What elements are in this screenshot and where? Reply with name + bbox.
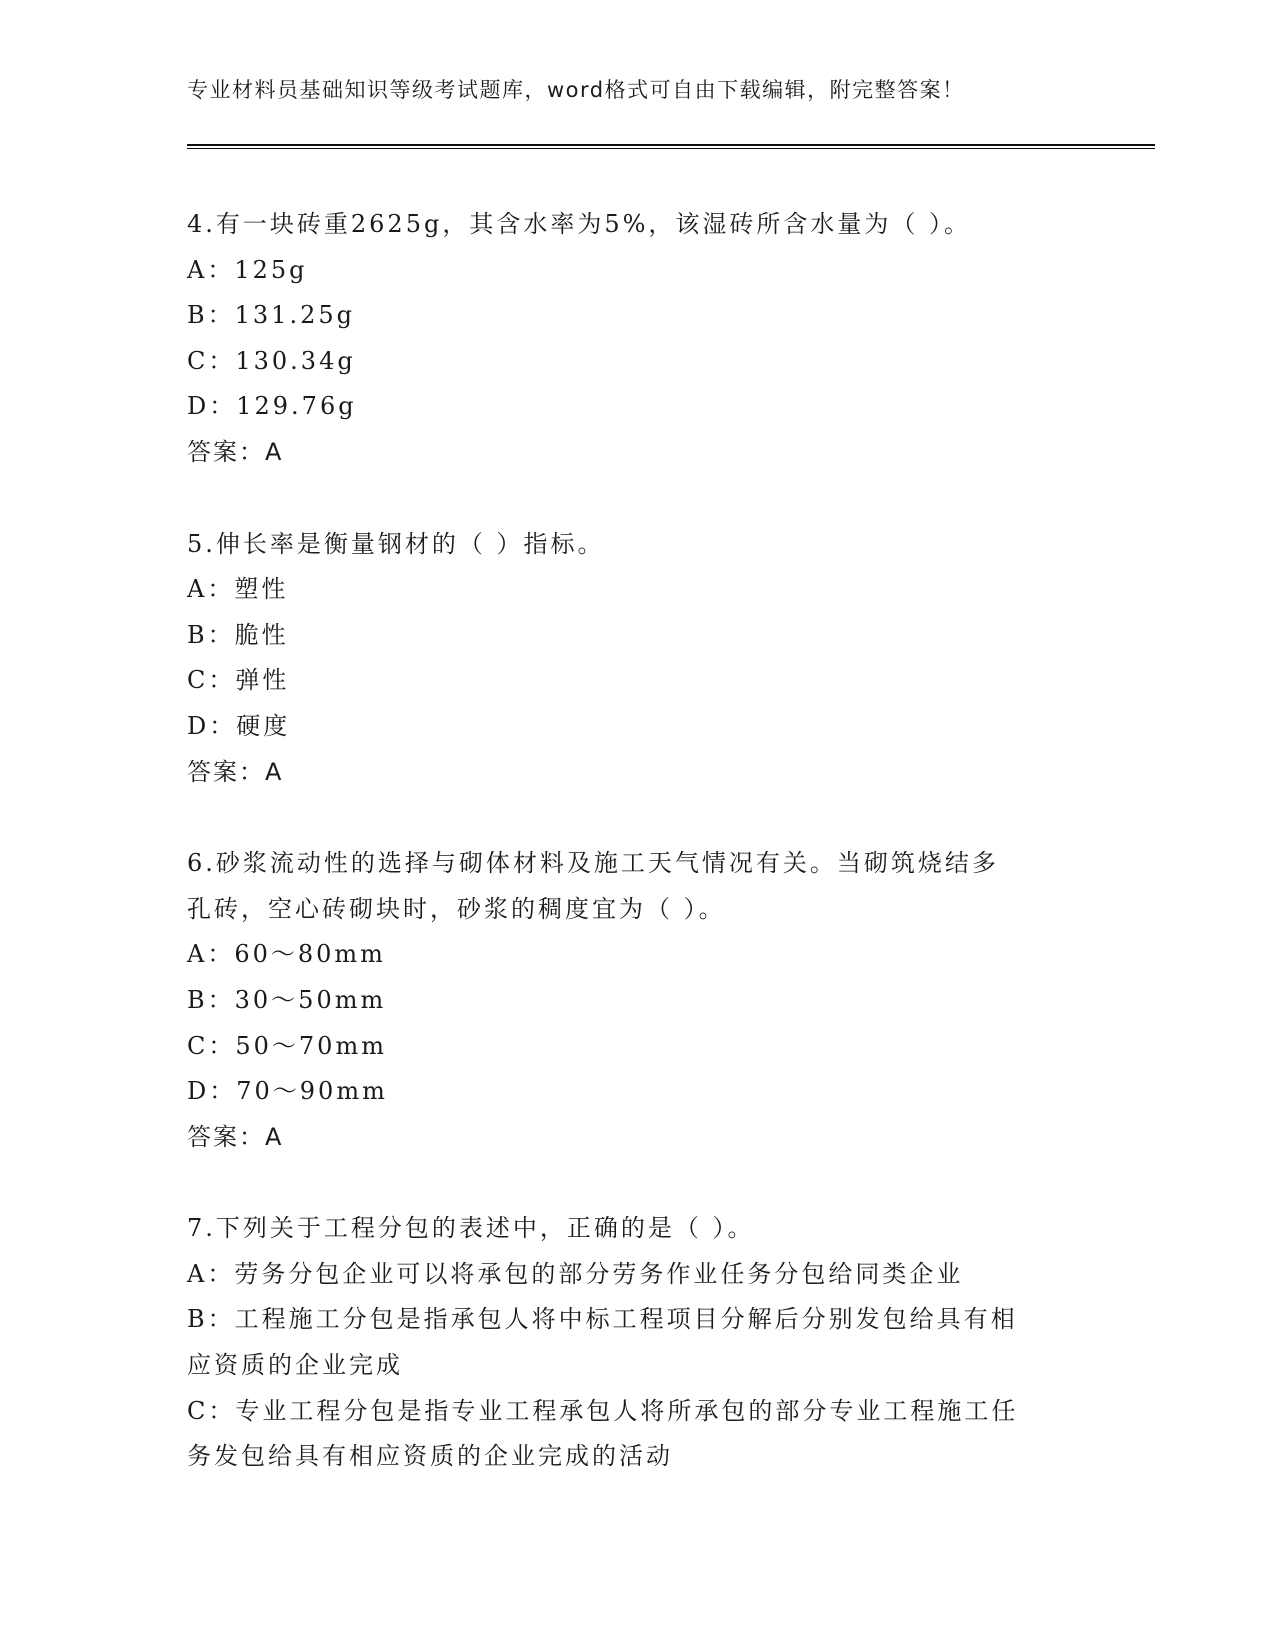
question-stem-continued: 孔砖，空心砖砌块时，砂浆的稠度宜为（ ）。 [187, 894, 726, 923]
answer-line: 答案：A [187, 437, 284, 466]
question-6 [187, 841, 1087, 1160]
header-divider [187, 144, 1155, 149]
question-stem: 7.下列关于工程分包的表述中，正确的是（ ）。 [187, 1214, 755, 1243]
option-c: C：专业工程分包是指专业工程承包人将所承包的部分专业工程施工任 [187, 1396, 1019, 1425]
question-5 [187, 522, 1087, 796]
answer-line: 答案：A [187, 757, 284, 786]
option-a: A：60～80mm [187, 940, 386, 969]
option-d: D：硬度 [187, 711, 291, 740]
option-c: C：50～70mm [187, 1031, 387, 1060]
option-d: D：70～90mm [187, 1077, 388, 1106]
question-stem: 4.有一块砖重2625g，其含水率为5%，该湿砖所含水量为（ ）。 [187, 210, 972, 238]
option-b: B：30～50mm [187, 985, 387, 1014]
question-7 [187, 1206, 1087, 1480]
question-4 [187, 202, 1087, 476]
option-d: D：129.76g [187, 392, 357, 421]
option-b: B：工程施工分包是指承包人将中标工程项目分解后分别发包给具有相 [187, 1305, 1018, 1334]
option-c: C：弹性 [187, 666, 290, 695]
question-stem: 6.砂浆流动性的选择与砌体材料及施工天气情况有关。当砌筑烧结多 [187, 849, 999, 878]
page-header: 专业材料员基础知识等级考试题库，word格式可自由下载编辑，附完整答案！ [187, 78, 965, 102]
question-list [187, 202, 1087, 1480]
option-b: B：脆性 [187, 620, 289, 649]
option-a: A：劳务分包企业可以将承包的部分劳务作业任务分包给同类企业 [187, 1259, 964, 1288]
question-stem: 5.伸长率是衡量钢材的（ ）指标。 [187, 529, 605, 558]
answer-line: 答案：A [187, 1122, 284, 1151]
option-a: A：塑性 [187, 575, 289, 604]
option-a: A：125g [187, 255, 308, 284]
option-b-continued: 应资质的企业完成 [187, 1351, 403, 1380]
option-c-continued: 务发包给具有相应资质的企业完成的活动 [187, 1442, 673, 1471]
option-c: C：130.34g [187, 346, 356, 375]
option-b: B：131.25g [187, 301, 355, 330]
